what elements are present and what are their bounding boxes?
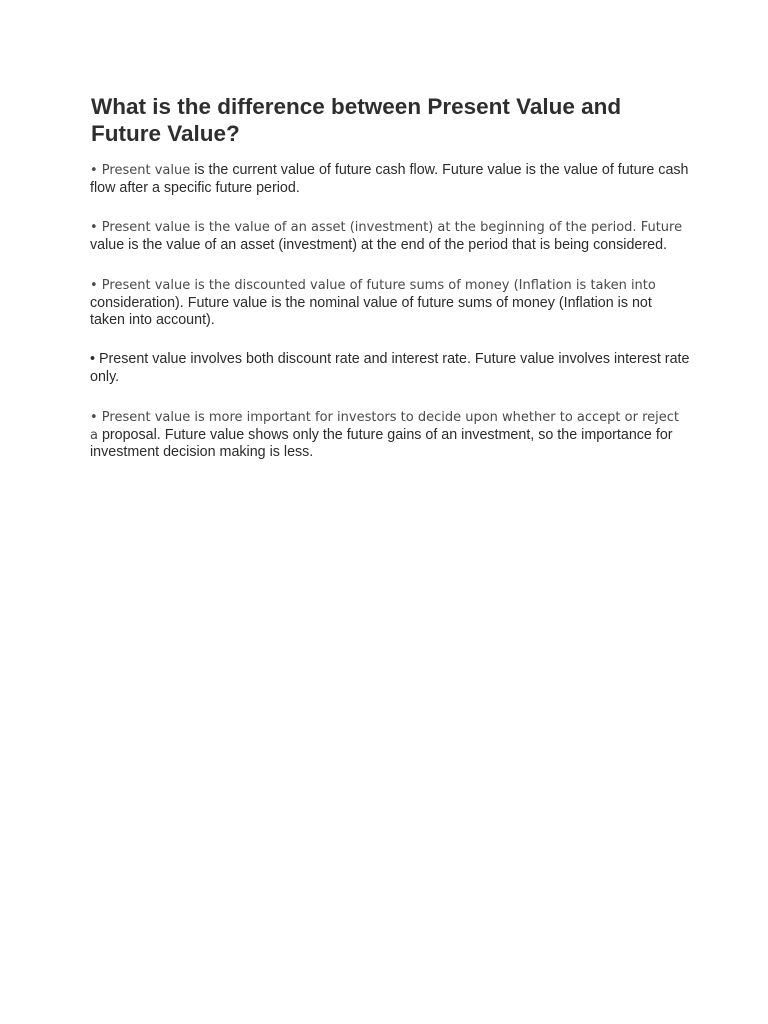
bullet-point-5-text: proposal. Future value shows only the future gains of an investment, so the importance for investment decision making is less. [90, 426, 673, 460]
bullet-point-5-lead: • Present value is more important for investors to decide upon whether to accept or reject a [90, 410, 679, 443]
bullet-point-2 [90, 219, 690, 254]
bullet-point-4 [90, 351, 690, 386]
page-title: What is the difference between Present Value and Future Value? [91, 94, 622, 146]
bullet-point-5 [90, 409, 690, 462]
bullet-point-3 [90, 277, 690, 330]
bullet-point-1-lead: • Present value [90, 163, 191, 178]
bullet-point-3-lead: • Present value is the discounted value of future sums of money (Inflation is taken into [90, 278, 656, 293]
bullet-point-1-text: is the current value of future cash flow. Future value is the value of future cash flow after a specific future period. [90, 162, 689, 196]
bullet-point-1 [90, 162, 690, 197]
bullet-point-2-text: value is the value of an asset (investment) at the end of the period that is being considered. [90, 236, 667, 253]
bullet-point-3-text: consideration). Future value is the nominal value of future sums of money (Inflation is not taken into account). [90, 294, 652, 328]
bullet-point-2-lead: • Present value is the value of an asset (investment) at the beginning of the period. Future [90, 220, 683, 235]
bullet-point-4-text: • Present value involves both discount rate and interest rate. Future value involves interest rate only. [90, 351, 690, 385]
